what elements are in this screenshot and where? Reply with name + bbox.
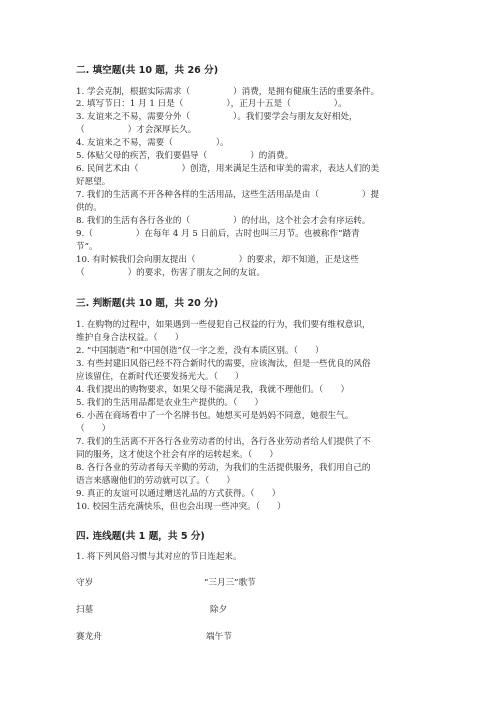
fill-blank-q9-cont: 节”。 <box>76 242 98 252</box>
fill-blank-q7: 7. 我们的生活离不开各种各样的生活用品，这些生活用品是由（ ）提 <box>76 190 380 200</box>
match-right-item: “三月三”歌节 <box>204 578 256 588</box>
judge-q4: 4. 我们提出的购物要求，如果父母不能满足我，我就不理他们。（ ） <box>76 385 350 395</box>
judge-q8-cont: 语言来感谢他们的劳动就可以了。（ ） <box>76 476 235 486</box>
match-right-item: 除夕 <box>210 605 228 615</box>
match-right-item: 端午节 <box>206 632 232 642</box>
judge-q1-cont: 维护自身合法权益。（ ） <box>76 333 184 343</box>
fill-blank-q3-cont: （ ）才会深厚长久。 <box>76 125 197 135</box>
judge-q9: 9. 真正的友谊可以通过赠送礼品的方式获得。（ ） <box>76 489 281 499</box>
judge-q6-cont: （ ） <box>76 424 111 434</box>
fill-blank-q3: 3. 友谊来之不易，需要分外（ ）。我们要学会与朋友友好相处， <box>76 112 358 122</box>
fill-blank-q10-cont: （ ）的要求，伤害了朋友之间的友谊。 <box>76 268 266 278</box>
judge-q3-cont: 应该留住，在新时代还要发扬光大。（ ） <box>76 372 244 382</box>
fill-blank-q8: 8. 我们的生活有各行各业的（ ）的付出，这个社会才会有序运转。 <box>76 216 371 226</box>
judge-q7-cont: 同的服务，这才使这个社会有序的运转起来。（ ） <box>76 450 278 460</box>
match-left-item: 守岁 <box>76 578 94 588</box>
judge-q3: 3. 有些封建旧风俗已经不符合新时代的需要，应该淘汰，但是一些优良的风俗 <box>76 359 371 369</box>
judge-q7: 7. 我们的生活离不开各行各业劳动者的付出，各行各业劳动者给人们提供了不 <box>76 437 371 447</box>
match-left-item: 扫墓 <box>76 605 94 615</box>
fill-blank-q7-cont: 供的。 <box>76 203 102 213</box>
judge-q2: 2. “中国制造”和“中国创造”仅一字之差，没有本质区别。（ ） <box>76 346 324 356</box>
judge-q8: 8. 各行各业的劳动者每天辛勤的劳动，为我们的生活提供服务，我们用自己的 <box>76 463 371 473</box>
judge-q1: 1. 在购物的过程中，如果遇到一些侵犯自己权益的行为，我们要有维权意识， <box>76 320 371 330</box>
fill-blank-q6: 6. 民间艺术由（ ）创造，用来满足生活和审美的需求，表达人们的美 <box>76 164 380 174</box>
judge-section-title: 三. 判断题(共 10 题，共 20 分) <box>76 298 219 309</box>
fill-blank-q5: 5. 体贴父母的疾苦，我们要倡导（ ）的消费。 <box>76 151 294 161</box>
judge-q6: 6. 小茜在商场看中了一个名牌书包。她想买可是妈妈不同意，她很生气。 <box>76 411 354 421</box>
fill-blank-q4: 4. 友谊来之不易，需要（ ）。 <box>76 138 229 148</box>
fill-blank-q10: 10. 有时候我们会向朋友提出（ ）的要求，却不知道，正是这些 <box>76 255 359 265</box>
fill-blank-q1: 1. 学会克制，根据实际需求（ ）消费，是拥有健康生活的重要条件。 <box>76 87 380 97</box>
match-section-title: 四. 连线题(共 1 题，共 5 分) <box>76 531 205 542</box>
match-left-item: 赛龙舟 <box>76 632 102 642</box>
judge-q10: 10. 校园生活充满快乐，但也会出现一些冲突。（ ） <box>76 502 286 512</box>
fill-blank-q9: 9.（ ）在每年 4 月 5 日前后，古时也叫三月节。也被称作“踏青 <box>76 229 360 239</box>
match-instruction: 1. 将下列风俗习惯与其对应的节日连起来。 <box>76 552 242 562</box>
fill-blank-q6-cont: 好愿望。 <box>76 177 111 187</box>
fill-blank-section-title: 二. 填空题(共 10 题，共 26 分) <box>76 65 219 76</box>
judge-q5: 5. 我们的生活用品都是农业生产提供的。（ ） <box>76 398 264 408</box>
fill-blank-q2: 2. 填写节日：1 月 1 日是（ ），正月十五是（ ）。 <box>76 99 347 109</box>
